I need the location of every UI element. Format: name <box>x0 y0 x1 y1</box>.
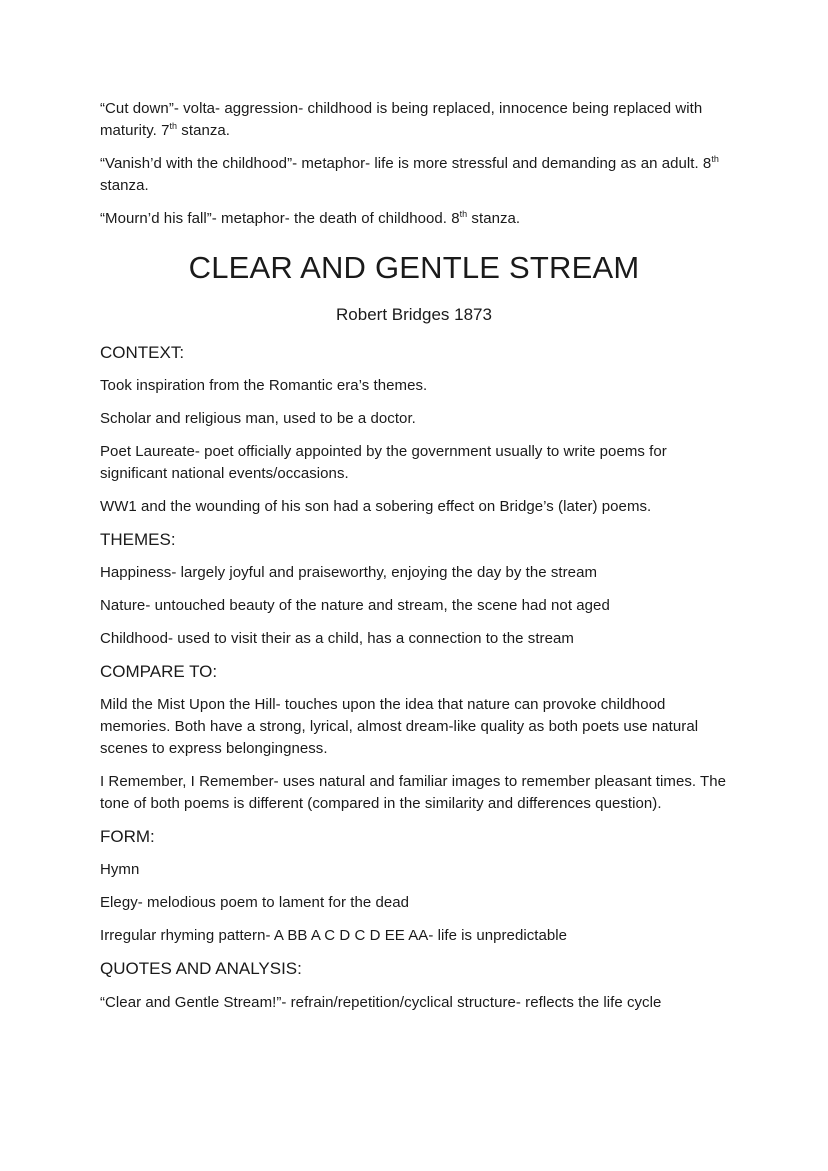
section-heading-themes: THEMES: <box>100 530 176 549</box>
page-subtitle: Robert Bridges 1873 <box>336 305 492 324</box>
context-item: Poet Laureate- poet officially appointed by the government usually to write poems for significant national events/occasions. <box>100 443 667 482</box>
section-heading-compare: COMPARE TO: <box>100 662 218 681</box>
section-heading-quotes: QUOTES AND ANALYSIS: <box>100 959 302 978</box>
ordinal-suffix: th <box>169 121 178 131</box>
compare-item: I Remember, I Remember- uses natural and familiar images to remember pleasant times. The tone of both poems is different (compared in the similarity and differences question). <box>100 773 727 812</box>
compare-item: Mild the Mist Upon the Hill- touches upon the idea that nature can provoke childhood memories. Both have a strong, lyrical, almost dream-like quality as both poets use natural scenes to express belongingness. <box>100 696 699 757</box>
section-form <box>100 859 728 947</box>
section-heading-context: CONTEXT: <box>100 343 185 362</box>
form-item: Hymn <box>100 861 140 878</box>
ordinal-suffix: th <box>459 209 468 219</box>
page-title: CLEAR AND GENTLE STREAM <box>188 250 640 285</box>
theme-item: Childhood- used to visit their as a child, has a connection to the stream <box>100 630 574 647</box>
section-heading-form: FORM: <box>100 827 155 846</box>
intro-tail: stanza. <box>177 122 231 139</box>
context-item: WW1 and the wounding of his son had a sobering effect on Bridge’s (later) poems. <box>100 498 652 515</box>
context-item: Took inspiration from the Romantic era’s themes. <box>100 377 428 394</box>
intro-tail: stanza. <box>100 177 149 194</box>
intro-text: “Cut down”- volta- aggression- childhood is being replaced, innocence being replaced with maturity. 7 <box>100 100 703 139</box>
theme-item: Nature- untouched beauty of the nature and stream, the scene had not aged <box>100 597 610 614</box>
intro-tail: stanza. <box>467 210 521 227</box>
section-context <box>100 375 728 518</box>
intro-paragraph-cut-down <box>100 98 728 142</box>
quote-item: “Clear and Gentle Stream!”- refrain/repetition/cyclical structure- reflects the life cycle <box>100 994 662 1011</box>
ordinal-suffix: th <box>711 154 719 164</box>
form-item: Elegy- melodious poem to lament for the dead <box>100 894 410 911</box>
intro-paragraph-mournd <box>100 208 728 230</box>
intro-text: “Vanish’d with the childhood”- metaphor- life is more stressful and demanding as an adult. 8 <box>100 155 712 172</box>
intro-paragraph-vanishd <box>100 153 728 197</box>
section-quotes <box>100 992 728 1014</box>
intro-text: “Mourn’d his fall”- metaphor- the death of childhood. 8 <box>100 210 460 227</box>
section-compare <box>100 694 728 815</box>
section-themes <box>100 562 728 650</box>
form-item: Irregular rhyming pattern- A BB A C D C D EE AA- life is unpredictable <box>100 927 568 944</box>
context-item: Scholar and religious man, used to be a doctor. <box>100 410 416 427</box>
theme-item: Happiness- largely joyful and praiseworthy, enjoying the day by the stream <box>100 564 598 581</box>
